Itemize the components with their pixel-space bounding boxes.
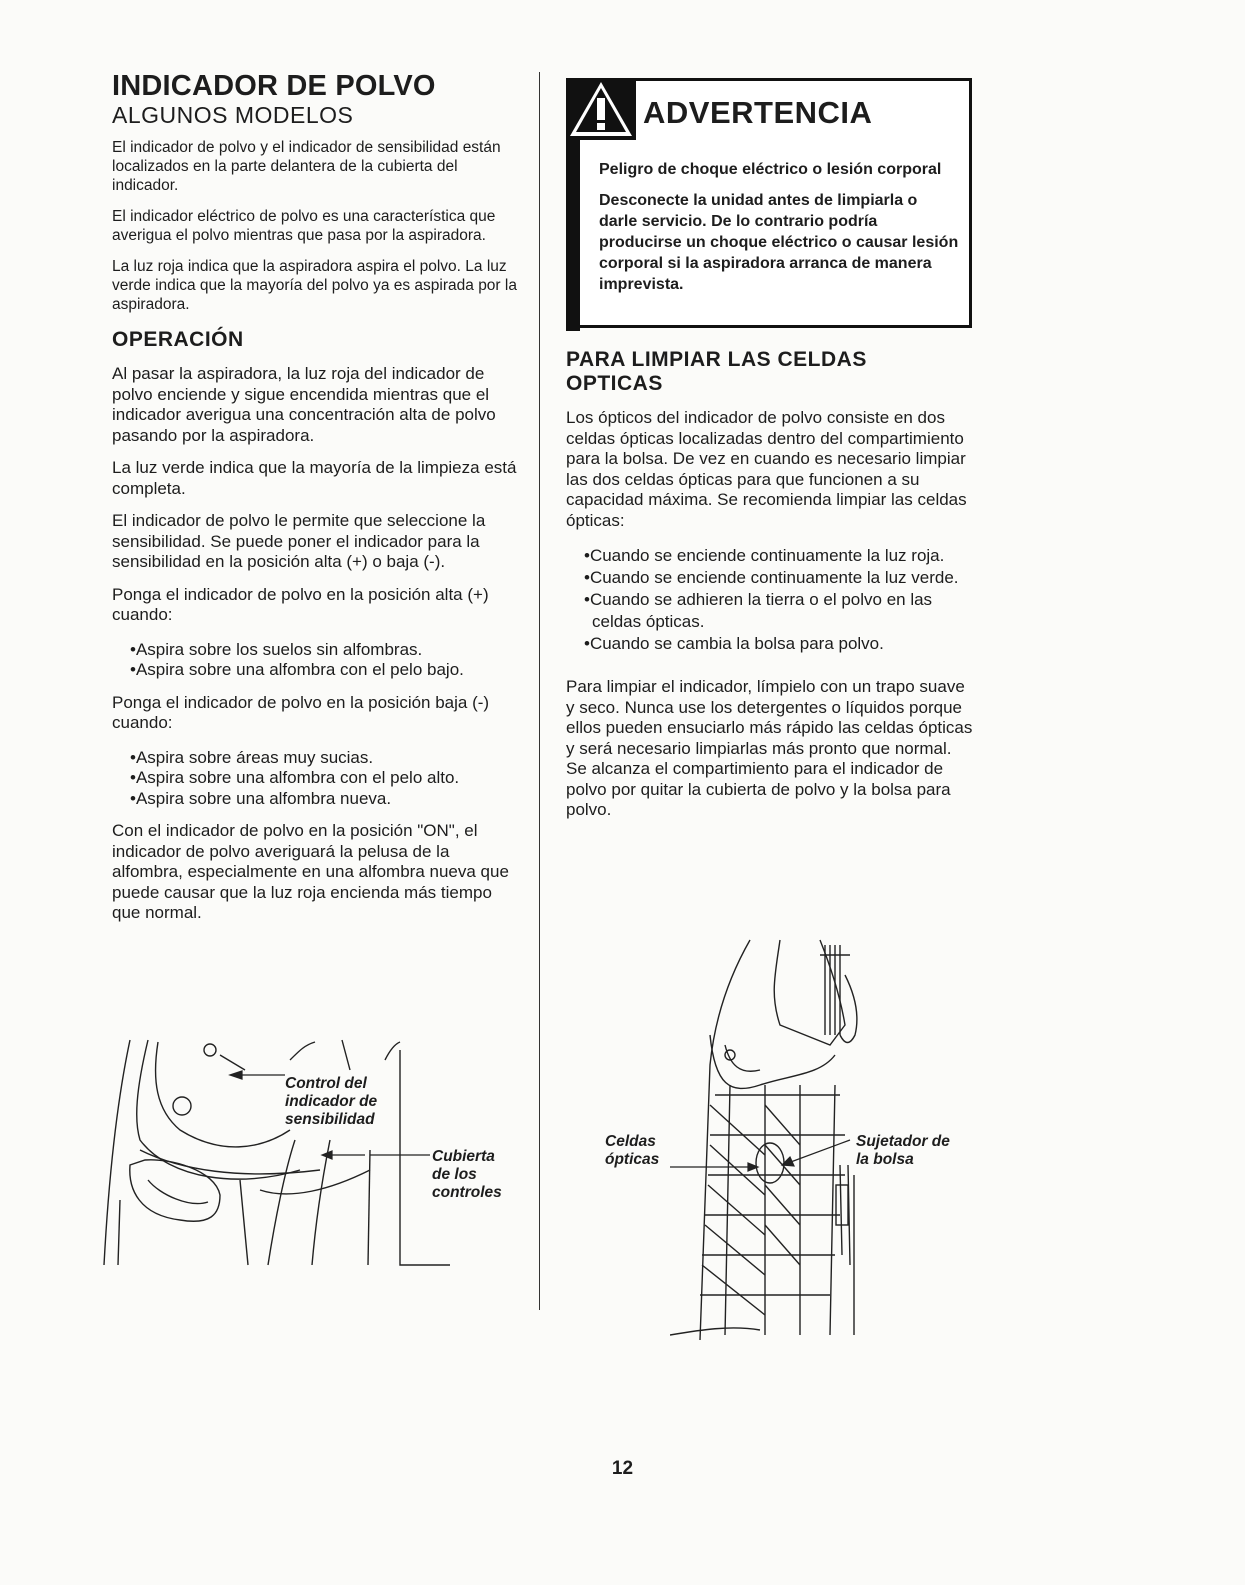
list-item: •Cuando se cambia la bolsa para polvo. [584, 634, 884, 653]
warning-line-1: Peligro de choque eléctrico o lesión corporal [599, 161, 942, 178]
operation-paragraph-4: Ponga el indicador de polvo en la posición alta (+) cuando: [112, 584, 489, 624]
operation-paragraph-2: La luz verde indica que la mayoría de la limpieza está completa. [112, 458, 517, 498]
control-cover-callout: Cubierta de los controles [432, 1148, 502, 1201]
sensitivity-control-callout: Control del indicador de sensibilidad [285, 1075, 378, 1128]
intro-paragraph-1: El indicador de polvo y el indicador de sensibilidad están localizados en la parte delantera de la cubierta del indicador. [112, 139, 501, 194]
warning-line-2: Desconecte la unidad antes de limpiarla o darle servicio. De lo contrario podría producirse un choque eléctrico o causar lesión corporal si la aspiradora arranca de manera imprevista. [599, 192, 959, 293]
page-number: 12 [611, 1458, 634, 1479]
intro-paragraph-3: La luz roja indica que la aspiradora aspira el polvo. La luz verde indica que la mayoría del polvo ya es aspirada por la aspiradora. [112, 258, 517, 313]
optical-cells-heading: PARA LIMPIAR LAS CELDAS OPTICAS [566, 348, 867, 395]
optical-cells-callout: Celdas ópticas [605, 1133, 660, 1168]
bag-holder-callout: Sujetador de la bolsa [856, 1133, 950, 1168]
list-item: •Aspira sobre una alfombra nueva. [130, 788, 392, 808]
list-item: •Aspira sobre una alfombra con el pelo bajo. [130, 660, 464, 679]
warning-body [599, 159, 959, 305]
operation-heading: OPERACIÓN [112, 328, 244, 351]
list-item: •Cuando se adhieren la tierra o el polvo en las celdas ópticas. [584, 590, 933, 631]
low-sensitivity-list [112, 748, 522, 810]
right-column [566, 348, 976, 833]
list-item: •Aspira sobre áreas muy sucias. [130, 747, 374, 767]
list-item: •Cuando se enciende continuamente la luz verde. [584, 568, 959, 587]
operation-paragraph-6: Con el indicador de polvo en la posición "ON", el indicador de polvo averiguará la pelusa de la alfombra, especialmente en una alfombra nueva que puede causar que la luz roja encienda más tiempo que normal. [112, 821, 509, 922]
list-item: •Aspira sobre una alfombra con el pelo alto. [130, 768, 460, 787]
column-divider [539, 72, 540, 1310]
section-title: INDICADOR DE POLVO [112, 70, 436, 102]
operation-paragraph-3: El indicador de polvo le permite que seleccione la sensibilidad. Se puede poner el indicador para la sensibilidad en la posición alta (+) o baja (-). [112, 511, 486, 571]
cleaning-conditions-list [566, 545, 976, 655]
warning-triangle-icon [566, 78, 636, 140]
warning-title: ADVERTENCIA [643, 95, 873, 130]
list-item: •Cuando se enciende continuamente la luz roja. [584, 546, 945, 565]
operation-paragraph-1: Al pasar la aspiradora, la luz roja del indicador de polvo enciende y sigue encendida mientras que el indicador averigua una concentración alta de polvo pasando por la aspiradora. [112, 364, 496, 445]
section-subtitle: ALGUNOS MODELOS [112, 102, 354, 128]
list-item: •Aspira sobre los suelos sin alfombras. [130, 639, 423, 659]
warning-box [566, 78, 972, 328]
operation-paragraph-5: Ponga el indicador de polvo en la posición baja (-) cuando: [112, 692, 490, 732]
intro-paragraph-2: El indicador eléctrico de polvo es una característica que averigua el polvo mientras que pasa por la aspiradora. [112, 208, 496, 244]
high-sensitivity-list [112, 640, 522, 681]
warning-bar [566, 121, 580, 331]
left-column [112, 70, 522, 936]
optical-cells-paragraph-1: Los ópticos del indicador de polvo consiste en dos celdas ópticas localizadas dentro del compartimiento para la bolsa. De vez en cuando es necesario limpiar las dos celdas ópticas para que funcionen a su capacidad máxima. Se recomienda limpiar las celdas ópticas: [566, 408, 967, 530]
optical-cells-paragraph-2: Para limpiar el indicador, límpielo con un trapo suave y seco. Nunca use los detergentes o líquidos porque ellos pueden ensuciarlo más rápido las celdas ópticas y será necesario limpiarlas más pronto que normal. Se alcanza el compartimiento para el indicador de polvo por quitar la cubierta de polvo y la bolsa para polvo. [566, 677, 973, 819]
